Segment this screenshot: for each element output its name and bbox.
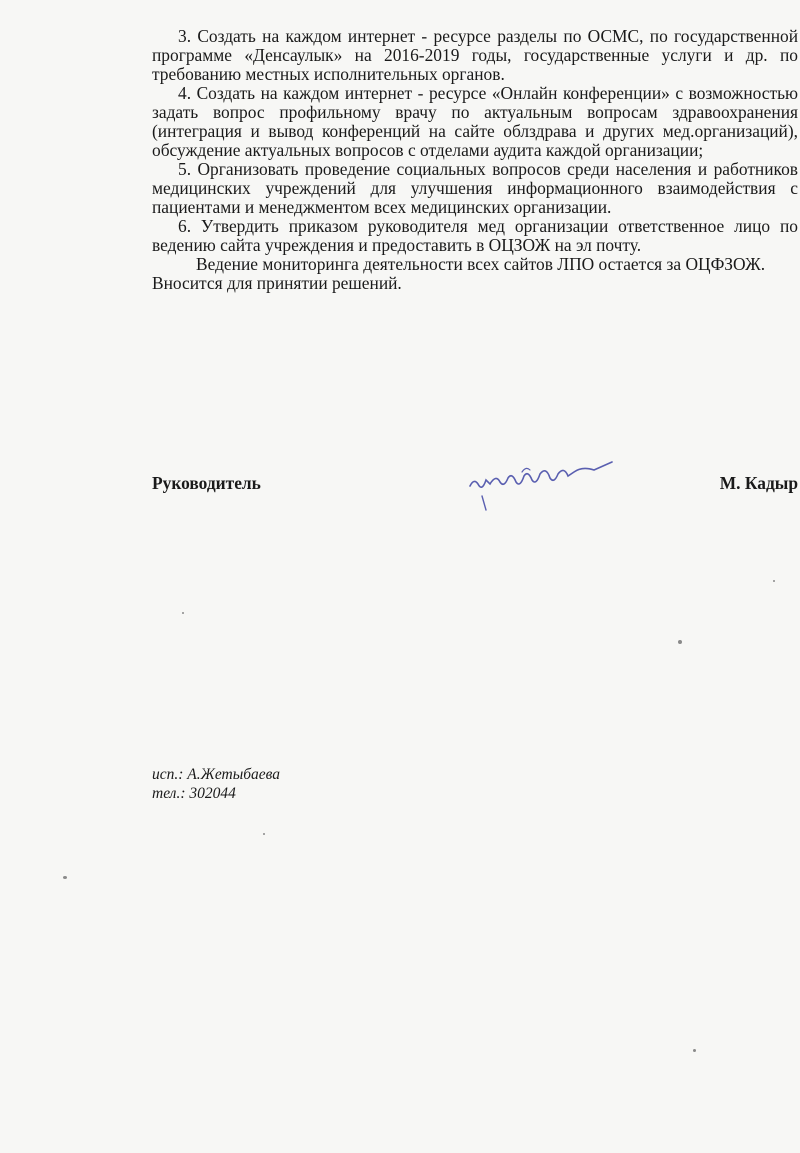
signatory-name: М. Кадыр: [719, 473, 798, 493]
scan-speck: [263, 833, 265, 835]
submission-line: Вносится для принятии решений.: [152, 273, 402, 293]
list-item-4: 4. Создать на каждом интернет - ресурсе «Онлайн конференции» с возможностью задать вопрос профильному врачу по актуальным вопросам здравоохранения (интеграция и вывод конференций на сайте облздрава и других мед.организаций), обсуждение актуальных вопросов с отделами аудита каждой организации;: [152, 83, 798, 160]
list-item-6: 6. Утвердить приказом руководителя мед организации ответственное лицо по ведению сайта учреждения и предоставить в ОЦЗОЖ на эл почту.: [152, 216, 798, 255]
scan-speck: [773, 580, 775, 582]
performer-phone: тел.: 302044: [152, 785, 236, 802]
performer-block: [152, 765, 280, 803]
document-body: [152, 27, 798, 293]
signatory-title: Руководитель: [152, 473, 261, 493]
monitoring-paragraph: Ведение мониторинга деятельности всех сайтов ЛПО остается за ОЦФЗОЖ.: [196, 254, 766, 274]
scan-speck: [678, 640, 682, 644]
signature-row: [152, 473, 798, 497]
scan-speck: [182, 612, 184, 614]
list-item-3: 3. Создать на каждом интернет - ресурсе разделы по ОСМС, по государственной программе «Денсаулык» на 2016-2019 годы, государственные услуги и др. по требованию местных исполнительных органов.: [152, 26, 798, 84]
performer-name: исп.: А.Жетыбаева: [152, 766, 280, 783]
scan-speck: [63, 876, 67, 879]
scan-speck: [693, 1049, 696, 1052]
list-item-5: 5. Организовать проведение социальных вопросов среди населения и работников медицинских учреждений для улучшения информационного взаимодействия с пациентами и менеджментом всех медицинских организации.: [152, 159, 798, 217]
